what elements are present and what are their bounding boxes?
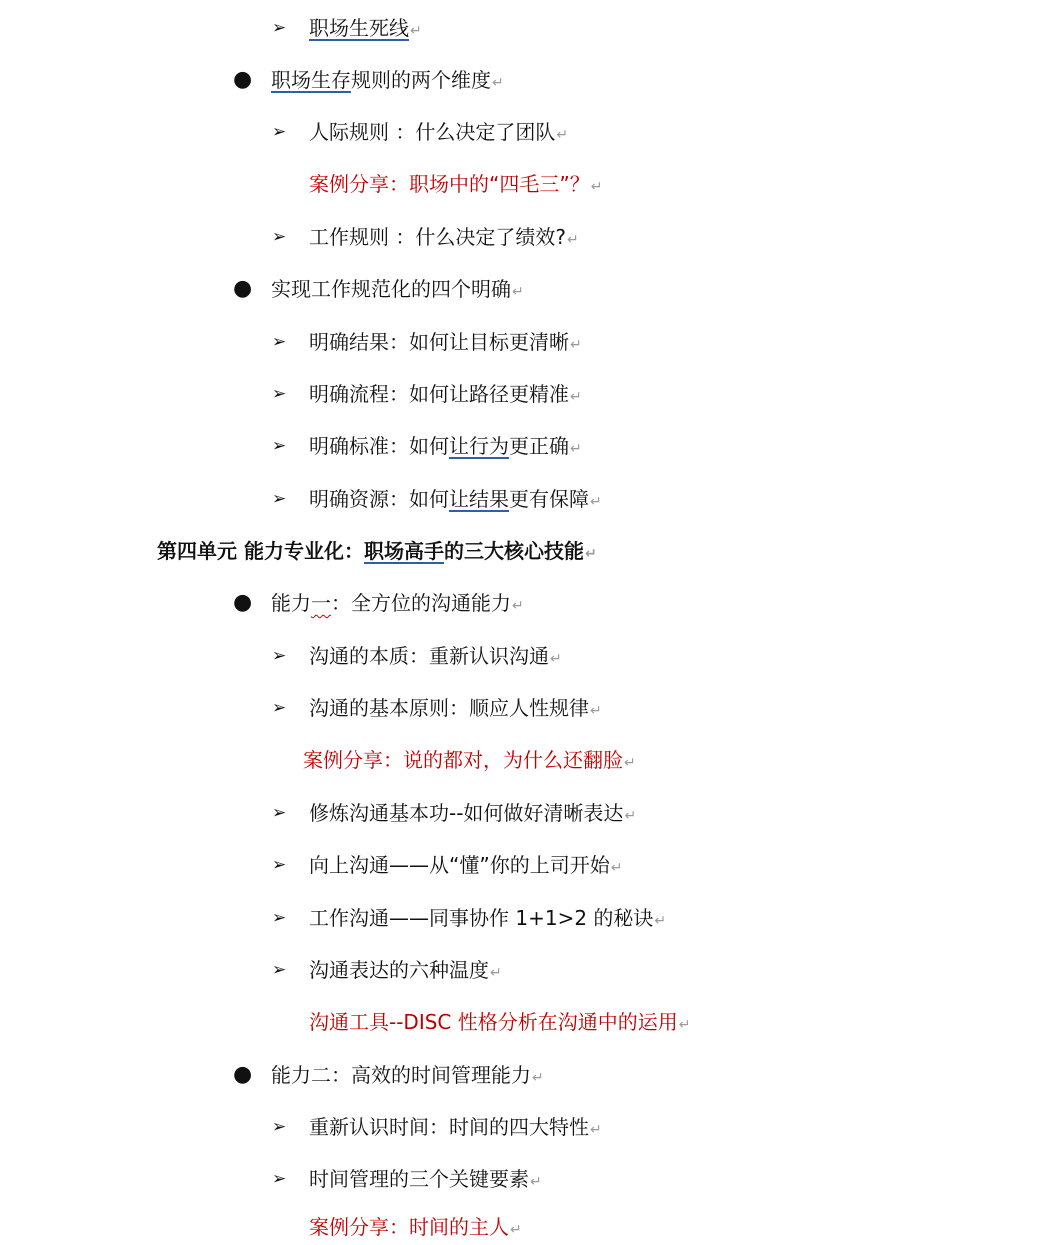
arrow-bullet-icon: ➢	[272, 1117, 287, 1137]
list-item-text: 更有保障	[509, 487, 589, 511]
list-item-text: ：全方位的沟通能力	[331, 591, 511, 615]
paragraph-mark-icon: ↵	[570, 337, 582, 353]
list-item-text: 沟通的基本原则：顺应人性规律	[309, 696, 589, 720]
list-item-text: 明确标准：如何	[309, 434, 449, 458]
paragraph-mark-icon: ↵	[678, 1017, 691, 1033]
list-item-text: 一	[311, 591, 331, 615]
arrow-bullet-icon: ➢	[272, 698, 287, 718]
arrow-bullet-icon: ➢	[272, 18, 287, 38]
list-item-text: 能力二：高效的时间管理能力	[271, 1063, 531, 1087]
heading-text: 第四单元 能力专业化：	[157, 539, 364, 563]
arrow-bullet-icon: ➢	[272, 1169, 287, 1189]
list-item-text: 职场生存	[271, 68, 351, 92]
list-item-text: 时间管理的三个关键要素	[309, 1167, 529, 1191]
arrow-bullet-icon: ➢	[272, 436, 287, 456]
paragraph-mark-icon: ↵	[590, 494, 602, 510]
heading-text: 的三大核心技能	[443, 539, 584, 563]
paragraph-mark-icon: ↵	[410, 23, 422, 39]
paragraph-mark-icon: ↵	[512, 598, 524, 614]
arrow-bullet-icon: ➢	[272, 646, 287, 666]
arrow-bullet-icon: ➢	[272, 122, 287, 142]
list-item-text: 人际规则 ：什么决定了团队	[309, 120, 556, 144]
arrow-bullet-icon: ➢	[272, 227, 287, 247]
paragraph-mark-icon: ↵	[570, 389, 582, 405]
arrow-bullet-icon: ➢	[272, 489, 287, 509]
list-item-text: 工作沟通——同事协作 1+1>2 的秘诀	[309, 906, 654, 930]
list-item-text: 明确流程：如何让路径更精准	[309, 382, 569, 406]
paragraph-mark-icon: ↵	[490, 965, 502, 981]
list-item-text: 重新认识时间：时间的四大特性	[309, 1115, 589, 1139]
case-study-text: 案例分享：说的都对，为什么还翻脸	[303, 748, 623, 772]
paragraph-mark-icon: ↵	[512, 284, 524, 300]
list-item-text: 更正确	[509, 434, 569, 458]
case-study-text: 案例分享：时间的主人	[309, 1215, 509, 1239]
paragraph-mark-icon: ↵	[590, 179, 603, 195]
paragraph-mark-icon: ↵	[532, 1070, 544, 1086]
list-item-text: 能力	[271, 591, 311, 615]
case-study-text: 案例分享：职场中的“四毛三”？	[309, 172, 590, 196]
list-item-text: 让结果	[449, 487, 509, 511]
paragraph-mark-icon: ↵	[510, 1222, 522, 1238]
list-item-text: 让行为	[449, 434, 509, 458]
dot-bullet-icon: ●	[233, 67, 253, 92]
dot-bullet-icon: ●	[233, 590, 253, 615]
list-item-text: 职场生死线	[309, 16, 409, 40]
paragraph-mark-icon: ↵	[654, 913, 667, 929]
list-item-text: 沟通表达的六种温度	[309, 958, 489, 982]
paragraph-mark-icon: ↵	[584, 546, 597, 562]
paragraph-mark-icon: ↵	[590, 1122, 602, 1138]
heading-text: 职场高手	[363, 539, 444, 563]
list-item-text: 明确结果：如何让目标更清晰	[309, 330, 569, 354]
paragraph-mark-icon: ↵	[590, 703, 602, 719]
list-item-text: 明确资源：如何	[309, 487, 449, 511]
dot-bullet-icon: ●	[233, 1062, 253, 1087]
arrow-bullet-icon: ➢	[272, 855, 287, 875]
arrow-bullet-icon: ➢	[272, 908, 287, 928]
arrow-bullet-icon: ➢	[272, 960, 287, 980]
arrow-bullet-icon: ➢	[272, 803, 287, 823]
paragraph-mark-icon: ↵	[566, 232, 579, 248]
list-item-text: 实现工作规范化的四个明确	[271, 277, 511, 301]
list-item-text: 规则的两个维度	[351, 68, 491, 92]
paragraph-mark-icon: ↵	[570, 441, 582, 457]
list-item-text: 向上沟通——从“懂”你的上司开始	[309, 853, 610, 877]
arrow-bullet-icon: ➢	[272, 384, 287, 404]
arrow-bullet-icon: ➢	[272, 332, 287, 352]
paragraph-mark-icon: ↵	[550, 651, 562, 667]
paragraph-mark-icon: ↵	[610, 860, 623, 876]
list-item-text: 沟通的本质：重新认识沟通	[309, 644, 549, 668]
paragraph-mark-icon: ↵	[492, 75, 504, 91]
list-item-text: 工作规则 ：什么决定了绩效?	[309, 225, 566, 249]
dot-bullet-icon: ●	[233, 276, 253, 301]
paragraph-mark-icon: ↵	[556, 127, 569, 143]
tool-text: 沟通工具--DISC 性格分析在沟通中的运用	[309, 1010, 678, 1034]
paragraph-mark-icon: ↵	[624, 808, 637, 824]
paragraph-mark-icon: ↵	[624, 755, 636, 771]
list-item-text: 修炼沟通基本功--如何做好清晰表达	[309, 801, 624, 825]
paragraph-mark-icon: ↵	[530, 1174, 542, 1190]
